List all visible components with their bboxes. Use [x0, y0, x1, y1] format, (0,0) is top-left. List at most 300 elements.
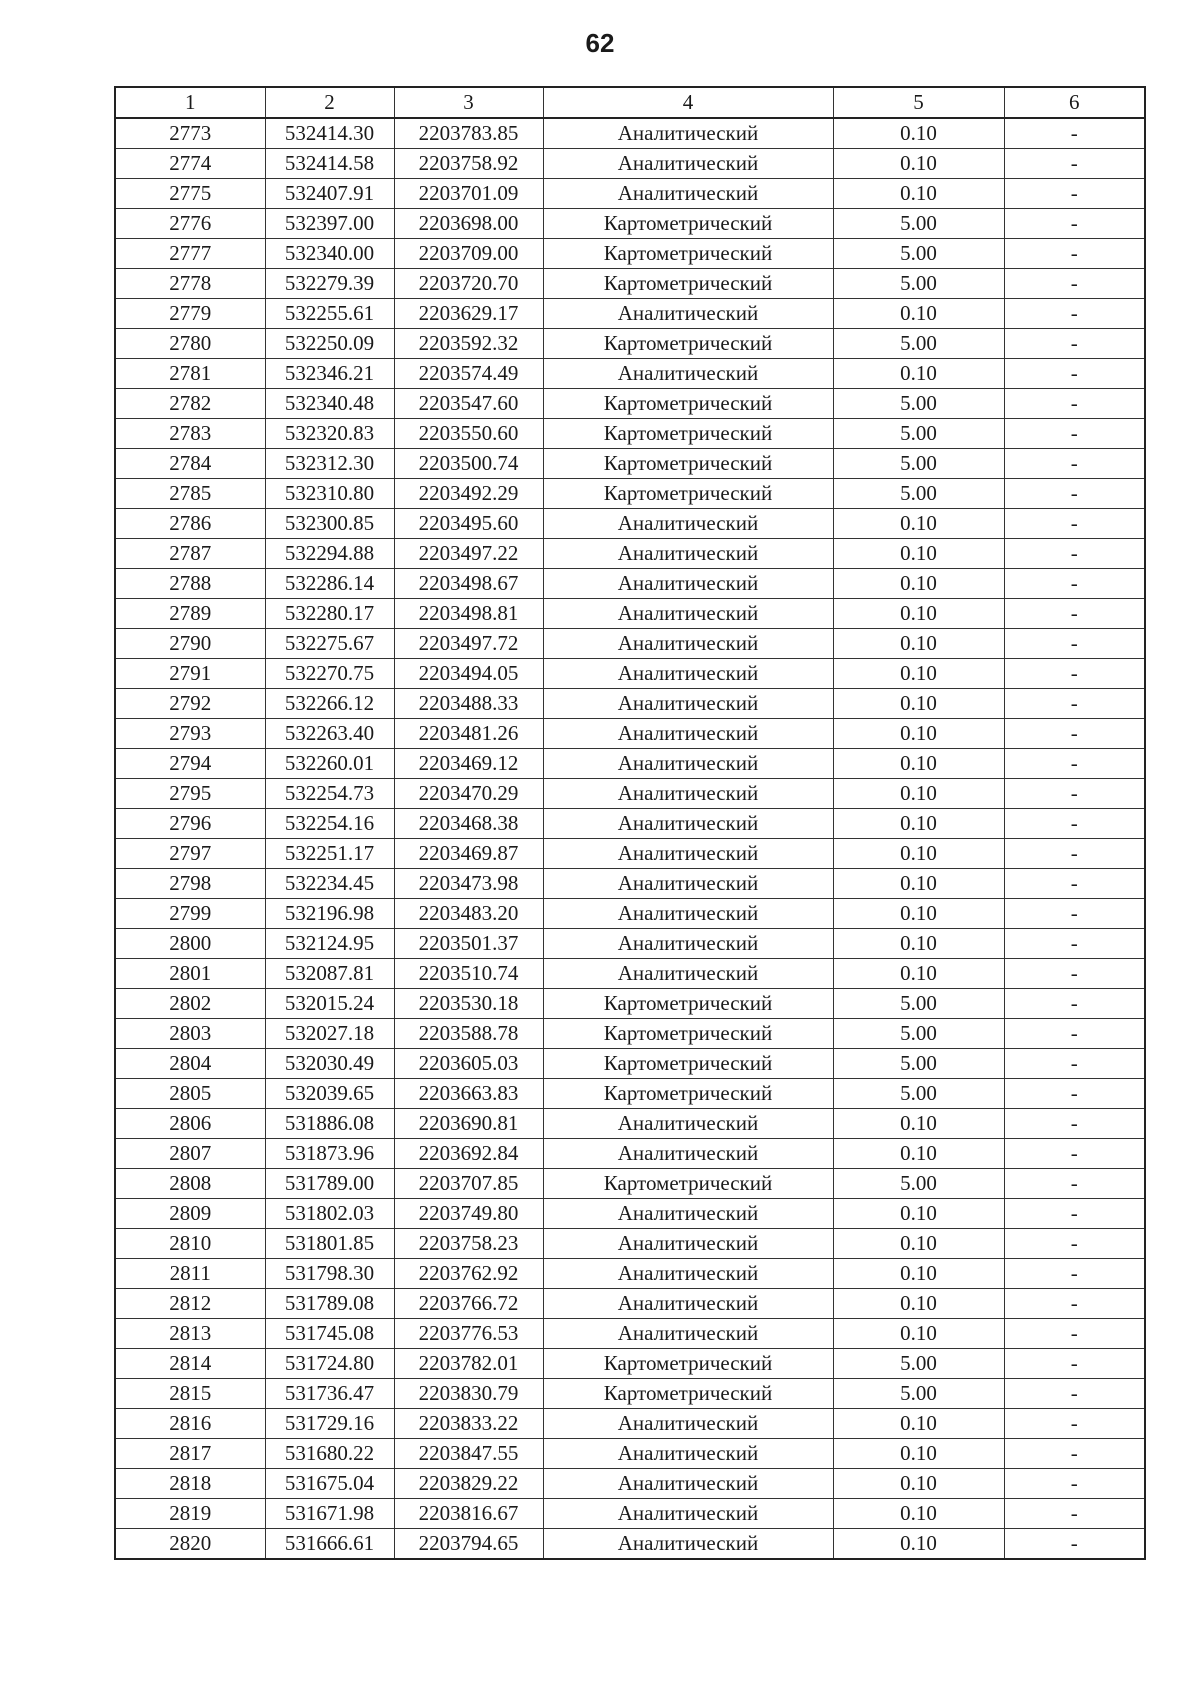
method-cell: Аналитический — [543, 899, 833, 929]
point-number-cell: 2798 — [115, 869, 265, 899]
method-cell: Аналитический — [543, 1139, 833, 1169]
table-row — [115, 1379, 1145, 1409]
x-coordinate-cell: 532254.16 — [265, 809, 394, 839]
y-coordinate-cell: 2203468.38 — [394, 809, 543, 839]
point-number-cell: 2787 — [115, 539, 265, 569]
y-coordinate-cell: 2203530.18 — [394, 989, 543, 1019]
point-number-cell: 2806 — [115, 1109, 265, 1139]
table-row — [115, 1169, 1145, 1199]
point-number-cell: 2809 — [115, 1199, 265, 1229]
accuracy-cell: 5.00 — [833, 479, 1004, 509]
table-row — [115, 959, 1145, 989]
table-row — [115, 869, 1145, 899]
description-cell: - — [1004, 509, 1145, 539]
method-cell: Аналитический — [543, 869, 833, 899]
description-cell: - — [1004, 359, 1145, 389]
point-number-cell: 2795 — [115, 779, 265, 809]
table-row — [115, 1199, 1145, 1229]
table-row — [115, 569, 1145, 599]
table-row — [115, 1289, 1145, 1319]
point-number-cell: 2817 — [115, 1439, 265, 1469]
table-row — [115, 149, 1145, 179]
method-cell: Картометрический — [543, 1349, 833, 1379]
point-number-cell: 2801 — [115, 959, 265, 989]
x-coordinate-cell: 532251.17 — [265, 839, 394, 869]
method-cell: Аналитический — [543, 299, 833, 329]
description-cell: - — [1004, 899, 1145, 929]
point-number-cell: 2796 — [115, 809, 265, 839]
description-cell: - — [1004, 869, 1145, 899]
x-coordinate-cell: 532250.09 — [265, 329, 394, 359]
y-coordinate-cell: 2203574.49 — [394, 359, 543, 389]
point-number-cell: 2800 — [115, 929, 265, 959]
table-row — [115, 1049, 1145, 1079]
table-row — [115, 118, 1145, 149]
accuracy-cell: 0.10 — [833, 1439, 1004, 1469]
y-coordinate-cell: 2203547.60 — [394, 389, 543, 419]
y-coordinate-cell: 2203481.26 — [394, 719, 543, 749]
accuracy-cell: 0.10 — [833, 1109, 1004, 1139]
table-header — [115, 87, 1145, 118]
point-number-cell: 2819 — [115, 1499, 265, 1529]
method-cell: Аналитический — [543, 839, 833, 869]
column-header-6: 6 — [1004, 87, 1145, 118]
method-cell: Аналитический — [543, 1319, 833, 1349]
point-number-cell: 2776 — [115, 209, 265, 239]
table-row — [115, 479, 1145, 509]
table-row — [115, 1409, 1145, 1439]
y-coordinate-cell: 2203692.84 — [394, 1139, 543, 1169]
y-coordinate-cell: 2203495.60 — [394, 509, 543, 539]
accuracy-cell: 5.00 — [833, 989, 1004, 1019]
table-row — [115, 539, 1145, 569]
table-row — [115, 1439, 1145, 1469]
x-coordinate-cell: 531736.47 — [265, 1379, 394, 1409]
table-row — [115, 659, 1145, 689]
y-coordinate-cell: 2203783.85 — [394, 118, 543, 149]
point-number-cell: 2774 — [115, 149, 265, 179]
x-coordinate-cell: 531680.22 — [265, 1439, 394, 1469]
accuracy-cell: 0.10 — [833, 1529, 1004, 1560]
x-coordinate-cell: 531666.61 — [265, 1529, 394, 1560]
point-number-cell: 2778 — [115, 269, 265, 299]
point-number-cell: 2786 — [115, 509, 265, 539]
y-coordinate-cell: 2203720.70 — [394, 269, 543, 299]
point-number-cell: 2815 — [115, 1379, 265, 1409]
y-coordinate-cell: 2203498.81 — [394, 599, 543, 629]
description-cell: - — [1004, 419, 1145, 449]
table-row — [115, 809, 1145, 839]
method-cell: Аналитический — [543, 749, 833, 779]
method-cell: Аналитический — [543, 719, 833, 749]
method-cell: Картометрический — [543, 209, 833, 239]
y-coordinate-cell: 2203663.83 — [394, 1079, 543, 1109]
point-number-cell: 2775 — [115, 179, 265, 209]
accuracy-cell: 0.10 — [833, 299, 1004, 329]
table-row — [115, 389, 1145, 419]
y-coordinate-cell: 2203592.32 — [394, 329, 543, 359]
description-cell: - — [1004, 1319, 1145, 1349]
method-cell: Аналитический — [543, 569, 833, 599]
y-coordinate-cell: 2203830.79 — [394, 1379, 543, 1409]
description-cell: - — [1004, 1289, 1145, 1319]
y-coordinate-cell: 2203762.92 — [394, 1259, 543, 1289]
description-cell: - — [1004, 1049, 1145, 1079]
x-coordinate-cell: 531798.30 — [265, 1259, 394, 1289]
point-number-cell: 2781 — [115, 359, 265, 389]
x-coordinate-cell: 532039.65 — [265, 1079, 394, 1109]
point-number-cell: 2790 — [115, 629, 265, 659]
description-cell: - — [1004, 779, 1145, 809]
table-row — [115, 839, 1145, 869]
method-cell: Картометрический — [543, 1079, 833, 1109]
accuracy-cell: 0.10 — [833, 779, 1004, 809]
description-cell: - — [1004, 839, 1145, 869]
accuracy-cell: 0.10 — [833, 1289, 1004, 1319]
accuracy-cell: 0.10 — [833, 569, 1004, 599]
point-number-cell: 2805 — [115, 1079, 265, 1109]
accuracy-cell: 0.10 — [833, 149, 1004, 179]
accuracy-cell: 0.10 — [833, 359, 1004, 389]
y-coordinate-cell: 2203829.22 — [394, 1469, 543, 1499]
table-row — [115, 449, 1145, 479]
y-coordinate-cell: 2203776.53 — [394, 1319, 543, 1349]
y-coordinate-cell: 2203469.87 — [394, 839, 543, 869]
x-coordinate-cell: 532280.17 — [265, 599, 394, 629]
table-row — [115, 239, 1145, 269]
accuracy-cell: 5.00 — [833, 239, 1004, 269]
description-cell: - — [1004, 179, 1145, 209]
method-cell: Картометрический — [543, 269, 833, 299]
x-coordinate-cell: 531745.08 — [265, 1319, 394, 1349]
description-cell: - — [1004, 1199, 1145, 1229]
x-coordinate-cell: 532414.58 — [265, 149, 394, 179]
description-cell: - — [1004, 1529, 1145, 1560]
accuracy-cell: 5.00 — [833, 269, 1004, 299]
x-coordinate-cell: 531729.16 — [265, 1409, 394, 1439]
column-header-4: 4 — [543, 87, 833, 118]
x-coordinate-cell: 532263.40 — [265, 719, 394, 749]
accuracy-cell: 0.10 — [833, 689, 1004, 719]
x-coordinate-cell: 532279.39 — [265, 269, 394, 299]
accuracy-cell: 0.10 — [833, 629, 1004, 659]
accuracy-cell: 0.10 — [833, 749, 1004, 779]
point-number-cell: 2784 — [115, 449, 265, 479]
x-coordinate-cell: 532087.81 — [265, 959, 394, 989]
y-coordinate-cell: 2203510.74 — [394, 959, 543, 989]
point-number-cell: 2807 — [115, 1139, 265, 1169]
x-coordinate-cell: 531724.80 — [265, 1349, 394, 1379]
y-coordinate-cell: 2203494.05 — [394, 659, 543, 689]
accuracy-cell: 5.00 — [833, 389, 1004, 419]
point-number-cell: 2812 — [115, 1289, 265, 1319]
method-cell: Аналитический — [543, 359, 833, 389]
point-number-cell: 2804 — [115, 1049, 265, 1079]
description-cell: - — [1004, 299, 1145, 329]
point-number-cell: 2777 — [115, 239, 265, 269]
point-number-cell: 2792 — [115, 689, 265, 719]
description-cell: - — [1004, 809, 1145, 839]
description-cell: - — [1004, 959, 1145, 989]
accuracy-cell: 0.10 — [833, 809, 1004, 839]
header-row — [115, 87, 1145, 118]
description-cell: - — [1004, 329, 1145, 359]
y-coordinate-cell: 2203473.98 — [394, 869, 543, 899]
x-coordinate-cell: 532015.24 — [265, 989, 394, 1019]
x-coordinate-cell: 532196.98 — [265, 899, 394, 929]
point-number-cell: 2799 — [115, 899, 265, 929]
point-number-cell: 2802 — [115, 989, 265, 1019]
accuracy-cell: 0.10 — [833, 1409, 1004, 1439]
table-row — [115, 929, 1145, 959]
point-number-cell: 2811 — [115, 1259, 265, 1289]
y-coordinate-cell: 2203709.00 — [394, 239, 543, 269]
y-coordinate-cell: 2203847.55 — [394, 1439, 543, 1469]
point-number-cell: 2793 — [115, 719, 265, 749]
x-coordinate-cell: 532414.30 — [265, 118, 394, 149]
table-row — [115, 719, 1145, 749]
description-cell: - — [1004, 449, 1145, 479]
table-row — [115, 419, 1145, 449]
method-cell: Аналитический — [543, 1469, 833, 1499]
column-header-5: 5 — [833, 87, 1004, 118]
accuracy-cell: 5.00 — [833, 1019, 1004, 1049]
accuracy-cell: 5.00 — [833, 1079, 1004, 1109]
y-coordinate-cell: 2203794.65 — [394, 1529, 543, 1560]
method-cell: Аналитический — [543, 959, 833, 989]
accuracy-cell: 0.10 — [833, 719, 1004, 749]
description-cell: - — [1004, 599, 1145, 629]
x-coordinate-cell: 532286.14 — [265, 569, 394, 599]
accuracy-cell: 0.10 — [833, 659, 1004, 689]
method-cell: Аналитический — [543, 689, 833, 719]
point-number-cell: 2820 — [115, 1529, 265, 1560]
table-row — [115, 599, 1145, 629]
method-cell: Аналитический — [543, 1529, 833, 1560]
x-coordinate-cell: 532275.67 — [265, 629, 394, 659]
accuracy-cell: 0.10 — [833, 839, 1004, 869]
description-cell: - — [1004, 1379, 1145, 1409]
y-coordinate-cell: 2203492.29 — [394, 479, 543, 509]
x-coordinate-cell: 532340.48 — [265, 389, 394, 419]
method-cell: Картометрический — [543, 389, 833, 419]
point-number-cell: 2816 — [115, 1409, 265, 1439]
y-coordinate-cell: 2203758.23 — [394, 1229, 543, 1259]
point-number-cell: 2773 — [115, 118, 265, 149]
x-coordinate-cell: 532266.12 — [265, 689, 394, 719]
x-coordinate-cell: 532030.49 — [265, 1049, 394, 1079]
point-number-cell: 2780 — [115, 329, 265, 359]
y-coordinate-cell: 2203833.22 — [394, 1409, 543, 1439]
point-number-cell: 2789 — [115, 599, 265, 629]
accuracy-cell: 5.00 — [833, 329, 1004, 359]
description-cell: - — [1004, 1079, 1145, 1109]
description-cell: - — [1004, 479, 1145, 509]
method-cell: Картометрический — [543, 419, 833, 449]
table-row — [115, 299, 1145, 329]
x-coordinate-cell: 531789.08 — [265, 1289, 394, 1319]
method-cell: Картометрический — [543, 1049, 833, 1079]
method-cell: Аналитический — [543, 629, 833, 659]
method-cell: Картометрический — [543, 479, 833, 509]
method-cell: Картометрический — [543, 239, 833, 269]
description-cell: - — [1004, 239, 1145, 269]
method-cell: Аналитический — [543, 539, 833, 569]
accuracy-cell: 0.10 — [833, 1319, 1004, 1349]
table-row — [115, 1469, 1145, 1499]
y-coordinate-cell: 2203488.33 — [394, 689, 543, 719]
accuracy-cell: 0.10 — [833, 118, 1004, 149]
description-cell: - — [1004, 118, 1145, 149]
page-number: 62 — [585, 28, 615, 58]
x-coordinate-cell: 531801.85 — [265, 1229, 394, 1259]
x-coordinate-cell: 532300.85 — [265, 509, 394, 539]
point-number-cell: 2803 — [115, 1019, 265, 1049]
table-row — [115, 1349, 1145, 1379]
accuracy-cell: 5.00 — [833, 1349, 1004, 1379]
accuracy-cell: 0.10 — [833, 179, 1004, 209]
x-coordinate-cell: 532260.01 — [265, 749, 394, 779]
method-cell: Картометрический — [543, 1019, 833, 1049]
description-cell: - — [1004, 1469, 1145, 1499]
point-number-cell: 2788 — [115, 569, 265, 599]
accuracy-cell: 0.10 — [833, 899, 1004, 929]
table-row — [115, 989, 1145, 1019]
accuracy-cell: 0.10 — [833, 1469, 1004, 1499]
accuracy-cell: 5.00 — [833, 1049, 1004, 1079]
accuracy-cell: 0.10 — [833, 959, 1004, 989]
description-cell: - — [1004, 1139, 1145, 1169]
accuracy-cell: 5.00 — [833, 449, 1004, 479]
method-cell: Аналитический — [543, 779, 833, 809]
y-coordinate-cell: 2203497.72 — [394, 629, 543, 659]
accuracy-cell: 0.10 — [833, 1229, 1004, 1259]
description-cell: - — [1004, 1409, 1145, 1439]
description-cell: - — [1004, 989, 1145, 1019]
y-coordinate-cell: 2203501.37 — [394, 929, 543, 959]
method-cell: Аналитический — [543, 179, 833, 209]
x-coordinate-cell: 532407.91 — [265, 179, 394, 209]
point-number-cell: 2813 — [115, 1319, 265, 1349]
table-row — [115, 1139, 1145, 1169]
method-cell: Картометрический — [543, 1379, 833, 1409]
accuracy-cell: 0.10 — [833, 599, 1004, 629]
accuracy-cell: 0.10 — [833, 1499, 1004, 1529]
description-cell: - — [1004, 929, 1145, 959]
table-row — [115, 1499, 1145, 1529]
y-coordinate-cell: 2203698.00 — [394, 209, 543, 239]
method-cell: Картометрический — [543, 1169, 833, 1199]
y-coordinate-cell: 2203588.78 — [394, 1019, 543, 1049]
description-cell: - — [1004, 1499, 1145, 1529]
method-cell: Аналитический — [543, 1259, 833, 1289]
x-coordinate-cell: 532312.30 — [265, 449, 394, 479]
accuracy-cell: 0.10 — [833, 869, 1004, 899]
description-cell: - — [1004, 1229, 1145, 1259]
y-coordinate-cell: 2203690.81 — [394, 1109, 543, 1139]
x-coordinate-cell: 532346.21 — [265, 359, 394, 389]
column-header-2: 2 — [265, 87, 394, 118]
method-cell: Аналитический — [543, 1109, 833, 1139]
table-row — [115, 629, 1145, 659]
accuracy-cell: 0.10 — [833, 1259, 1004, 1289]
y-coordinate-cell: 2203707.85 — [394, 1169, 543, 1199]
y-coordinate-cell: 2203701.09 — [394, 179, 543, 209]
y-coordinate-cell: 2203629.17 — [394, 299, 543, 329]
method-cell: Картометрический — [543, 329, 833, 359]
y-coordinate-cell: 2203498.67 — [394, 569, 543, 599]
point-number-cell: 2785 — [115, 479, 265, 509]
description-cell: - — [1004, 1259, 1145, 1289]
method-cell: Аналитический — [543, 1409, 833, 1439]
x-coordinate-cell: 532124.95 — [265, 929, 394, 959]
x-coordinate-cell: 531789.00 — [265, 1169, 394, 1199]
method-cell: Аналитический — [543, 809, 833, 839]
method-cell: Картометрический — [543, 449, 833, 479]
y-coordinate-cell: 2203469.12 — [394, 749, 543, 779]
description-cell: - — [1004, 269, 1145, 299]
table-row — [115, 329, 1145, 359]
point-number-cell: 2783 — [115, 419, 265, 449]
point-number-cell: 2810 — [115, 1229, 265, 1259]
table-row — [115, 269, 1145, 299]
x-coordinate-cell: 532310.80 — [265, 479, 394, 509]
point-number-cell: 2791 — [115, 659, 265, 689]
table-row — [115, 779, 1145, 809]
description-cell: - — [1004, 149, 1145, 179]
table-row — [115, 1259, 1145, 1289]
table-body — [115, 118, 1145, 1559]
description-cell: - — [1004, 1019, 1145, 1049]
description-cell: - — [1004, 1439, 1145, 1469]
accuracy-cell: 0.10 — [833, 1139, 1004, 1169]
y-coordinate-cell: 2203816.67 — [394, 1499, 543, 1529]
method-cell: Аналитический — [543, 659, 833, 689]
y-coordinate-cell: 2203497.22 — [394, 539, 543, 569]
accuracy-cell: 0.10 — [833, 1199, 1004, 1229]
method-cell: Картометрический — [543, 989, 833, 1019]
x-coordinate-cell: 532320.83 — [265, 419, 394, 449]
x-coordinate-cell: 531873.96 — [265, 1139, 394, 1169]
description-cell: - — [1004, 1169, 1145, 1199]
accuracy-cell: 5.00 — [833, 1169, 1004, 1199]
point-number-cell: 2779 — [115, 299, 265, 329]
method-cell: Аналитический — [543, 1229, 833, 1259]
method-cell: Аналитический — [543, 1499, 833, 1529]
point-number-cell: 2818 — [115, 1469, 265, 1499]
description-cell: - — [1004, 689, 1145, 719]
x-coordinate-cell: 531671.98 — [265, 1499, 394, 1529]
x-coordinate-cell: 532340.00 — [265, 239, 394, 269]
y-coordinate-cell: 2203483.20 — [394, 899, 543, 929]
description-cell: - — [1004, 1109, 1145, 1139]
point-number-cell: 2808 — [115, 1169, 265, 1199]
column-header-1: 1 — [115, 87, 265, 118]
method-cell: Аналитический — [543, 509, 833, 539]
method-cell: Аналитический — [543, 118, 833, 149]
table-row — [115, 179, 1145, 209]
description-cell: - — [1004, 569, 1145, 599]
description-cell: - — [1004, 659, 1145, 689]
accuracy-cell: 0.10 — [833, 929, 1004, 959]
table-row — [115, 509, 1145, 539]
table-row — [115, 899, 1145, 929]
x-coordinate-cell: 532294.88 — [265, 539, 394, 569]
method-cell: Аналитический — [543, 1199, 833, 1229]
point-number-cell: 2814 — [115, 1349, 265, 1379]
table-row — [115, 689, 1145, 719]
table-row — [115, 209, 1145, 239]
